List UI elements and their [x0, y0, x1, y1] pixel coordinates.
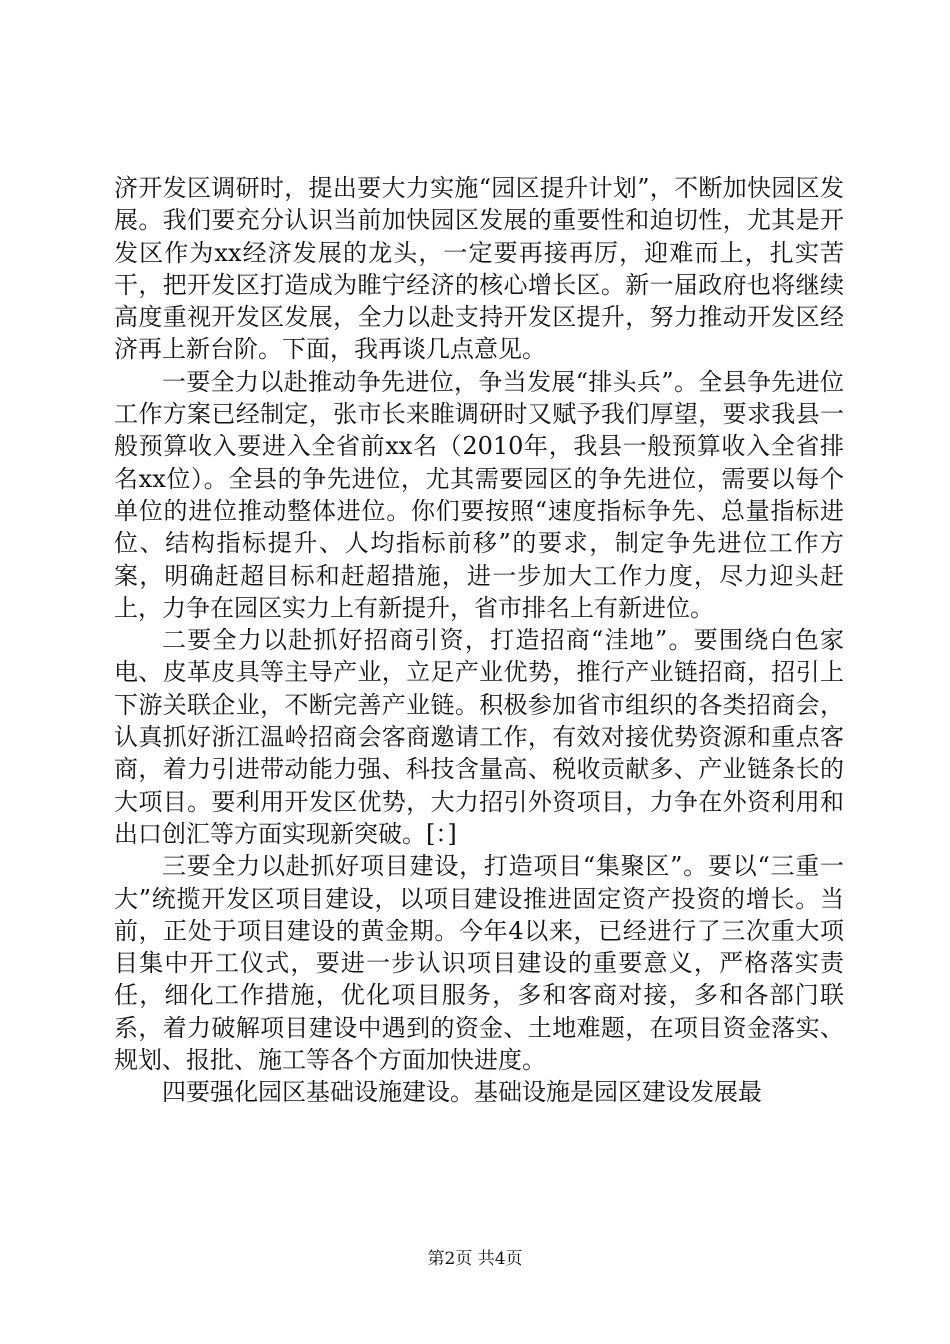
body-text	[114, 172, 844, 1109]
paragraph-point-three: 三要全力以赴抓好项目建设，打造项目“集聚区”。要以“三重一大”统揽开发区项目建设，以项目建设推进固定资产投资的增长。当前，正处于项目建设的黄金期。今年4以来，已经进行了三次重大项目集中开工仪式，要进一步认识项目建设的重要意义，严格落实责任，细化工作措施，优化项目服务，多和客商对接，多和各部门联系，着力破解项目建设中遇到的资金、土地难题，在项目资金落实、规划、报批、施工等各个方面加快进度。	[114, 852, 844, 1075]
paragraph-point-one: 一要全力以赴推动争先进位，争当发展“排头兵”。全县争先进位工作方案已经制定，张市长来睢调研时又赋予我们厚望，要求我县一般预算收入要进入全省前xx名（2010年，我县一般预算收入全省排名xx位）。全县的争先进位，尤其需要园区的争先进位，需要以每个单位的进位推动整体进位。你们要按照“速度指标争先、总量指标进位、结构指标提升、人均指标前移”的要求，制定争先进位工作方案，明确赶超目标和赶超措施，进一步加大工作力度，尽力迎头赶上，力争在园区实力上有新提升，省市排名上有新进位。	[114, 367, 844, 622]
paragraph-continuation: 济开发区调研时，提出要大力实施“园区提升计划”，不断加快园区发展。我们要充分认识当前加快园区发展的重要性和迫切性，尤其是开发区作为xx经济发展的龙头，一定要再接再厉，迎难而上，扎实苦干，把开发区打造成为睢宁经济的核心增长区。新一届政府也将继续高度重视开发区发展，全力以赴支持开发区提升，努力推动开发区经济再上新台阶。下面，我再谈几点意见。	[114, 174, 844, 364]
paragraph-point-two: 二要全力以赴抓好招商引资，打造招商“洼地”。要围绕白色家电、皮革皮具等主导产业，立足产业优势，推行产业链招商，招引上下游关联企业，不断完善产业链。积极参加省市组织的各类招商会，认真抓好浙江温岭招商会客商邀请工作，有效对接优势资源和重点客商，着力引进带动能力强、科技含量高、税收贡献多、产业链条长的大项目。要利用开发区优势，大力招引外资项目，力争在外资利用和出口创汇等方面实现新突破。[：]	[114, 626, 844, 848]
page-footer: 第2页 共4页	[427, 1249, 523, 1269]
paragraph-point-four: 四要强化园区基础设施建设。基础设施是园区建设发展最	[162, 1078, 762, 1107]
